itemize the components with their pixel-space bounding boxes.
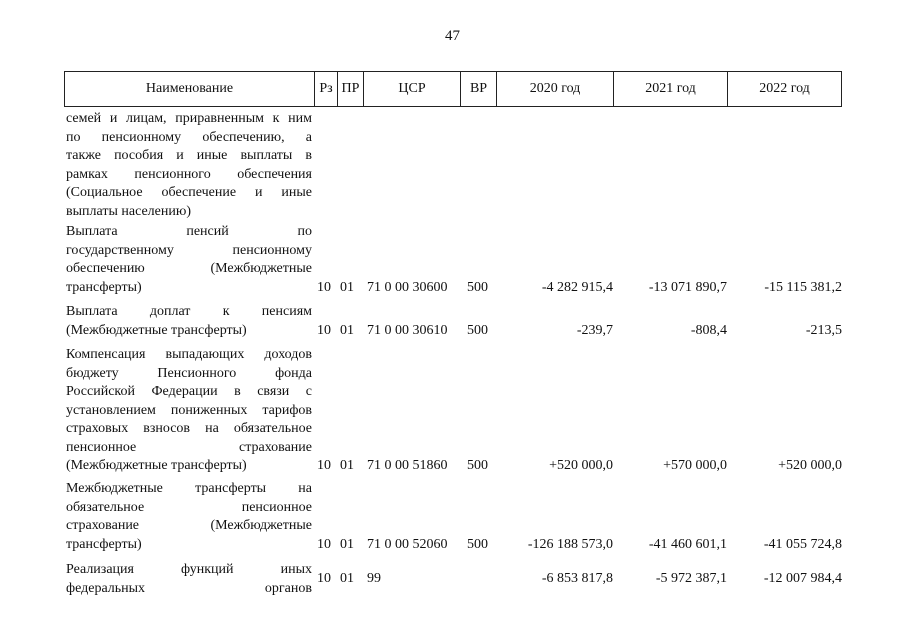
row-csr: 71 0 00 30610 (367, 322, 448, 338)
row-pr: 01 (340, 571, 354, 586)
row-2021: -13 071 890,7 (648, 279, 727, 295)
row-name (66, 480, 312, 554)
row-2022: -213,5 (805, 322, 842, 338)
row-csr: 99 (367, 571, 381, 586)
row-name-line: (Социальное обеспечение и иные (66, 185, 312, 200)
row-name-line: Российской Федерации в связи с (66, 384, 312, 399)
row-2020: -239,7 (576, 322, 613, 338)
row-name-line: государственному пенсионному (66, 242, 312, 258)
row-2022: -12 007 984,4 (763, 571, 842, 586)
row-csr: 71 0 00 52060 (367, 536, 448, 552)
row-name (66, 303, 312, 340)
row-name-line: семей и лицам, приравненным к ним (66, 111, 312, 126)
row-csr: 71 0 00 51860 (367, 458, 448, 473)
row-csr: 71 0 00 30600 (367, 279, 448, 295)
row-2020: -6 853 817,8 (541, 571, 613, 586)
row-name-line: (Межбюджетные трансферты) (66, 458, 247, 473)
row-name-line: по пенсионному обеспечению, а (66, 129, 312, 145)
row-name-line: бюджету Пенсионного фонда (66, 365, 312, 381)
row-rz: 10 (317, 571, 331, 586)
row-vr: 500 (467, 458, 488, 473)
header-pr: ПР (338, 72, 364, 106)
row-2021: +570 000,0 (663, 458, 727, 473)
row-rz: 10 (317, 536, 331, 552)
header-2020: 2020 год (497, 72, 614, 106)
row-name (66, 110, 312, 221)
row-pr: 01 (340, 458, 354, 473)
row-2020: -126 188 573,0 (527, 536, 613, 552)
row-name-line: трансферты) (66, 536, 142, 552)
header-rz: Рз (315, 72, 338, 106)
row-rz: 10 (317, 322, 331, 338)
row-name-line: Выплата пенсий по (66, 224, 312, 239)
header-vr: ВР (461, 72, 497, 106)
row-vr: 500 (467, 322, 488, 338)
page-number: 47 (445, 28, 460, 44)
row-vr: 500 (467, 536, 488, 552)
row-name-line: трансферты) (66, 279, 142, 295)
row-name-line: установлением пониженных тарифов (66, 402, 312, 418)
row-2022: -41 055 724,8 (763, 536, 842, 552)
row-2020: +520 000,0 (549, 458, 613, 473)
row-name-line: пенсионное страхование (66, 439, 312, 455)
row-2021: -41 460 601,1 (648, 536, 727, 552)
row-name-line: обязательное пенсионное (66, 499, 312, 515)
row-2020: -4 282 915,4 (541, 279, 613, 295)
row-name-line: страховых взносов на обязательное (66, 421, 312, 436)
header-2022: 2022 год (759, 81, 810, 96)
header-2021: 2021 год (614, 72, 728, 106)
row-name-line: рамках пенсионного обеспечения (66, 166, 312, 182)
row-rz: 10 (317, 279, 331, 295)
row-2021: -808,4 (690, 322, 727, 338)
row-name-line: обеспечению (Межбюджетные (66, 261, 312, 276)
row-name-line: Выплата доплат к пенсиям (66, 304, 312, 319)
row-name (66, 346, 312, 476)
row-pr: 01 (340, 322, 354, 338)
row-name (66, 223, 312, 297)
row-name-line: Компенсация выпадающих доходов (66, 347, 312, 362)
row-pr: 01 (340, 536, 354, 552)
row-name-line: федеральных органов (66, 580, 312, 596)
row-name-line: также пособия и иные выплаты в (66, 148, 312, 163)
row-vr: 500 (467, 279, 488, 295)
row-name-line: выплаты населению) (66, 203, 191, 219)
table-header (64, 71, 842, 107)
row-2021: -5 972 387,1 (655, 571, 727, 586)
header-name: Наименование (65, 72, 315, 106)
row-name-line: Межбюджетные трансферты на (66, 481, 312, 496)
row-name-line: (Межбюджетные трансферты) (66, 322, 247, 338)
row-pr: 01 (340, 279, 354, 295)
header-csr: ЦСР (364, 72, 461, 106)
row-name-line: страхование (Межбюджетные (66, 518, 312, 533)
row-2022: +520 000,0 (778, 458, 842, 473)
row-name (66, 561, 312, 598)
row-name-line: Реализация функций иных (66, 562, 312, 577)
row-2022: -15 115 381,2 (764, 279, 842, 295)
row-rz: 10 (317, 458, 331, 473)
